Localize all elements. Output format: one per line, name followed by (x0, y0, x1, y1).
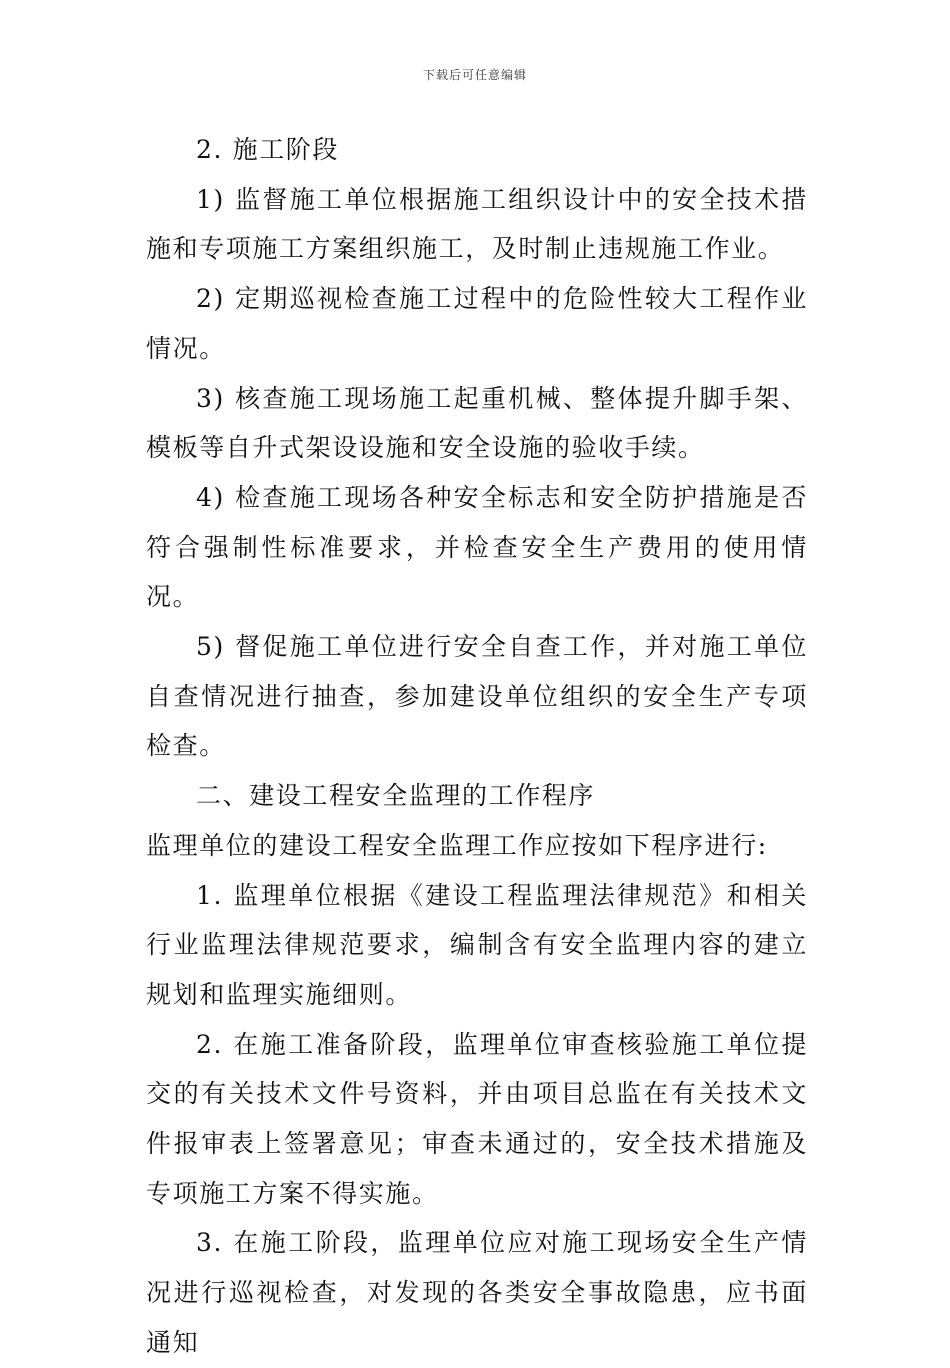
document-body (146, 125, 808, 1368)
paragraph-item-1: 1) 监督施工单位根据施工组织设计中的安全技术措施和专项施工方案组织施工，及时制止违规施工作业。 (146, 184, 808, 264)
paragraph-item-2: 2) 定期巡视检查施工过程中的危险性较大工程作业情况。 (146, 284, 808, 363)
paragraph-item-3: 3) 核查施工现场施工起重机械、整体提升脚手架、模板等自升式架设设施和安全设施的验收手续。 (146, 383, 808, 463)
paragraph-item-4: 4) 检查施工现场各种安全标志和安全防护措施是否符合强制性标准要求，并检查安全生产费用的使用情况。 (146, 482, 808, 612)
paragraph-item-5: 5) 督促施工单位进行安全自查工作，并对施工单位自查情况进行抽查，参加建设单位组织的安全生产专项检查。 (146, 632, 808, 761)
paragraph-procedure-1: 1. 监理单位根据《建设工程监理法律规范》和相关行业监理法律规范要求，编制含有安全监理内容的建立规划和监理实施细则。 (146, 880, 808, 1009)
paragraph-procedure-3: 3. 在施工阶段，监理单位应对施工现场安全生产情况进行巡视检查，对发现的各类安全事故隐患，应书面通知 (146, 1228, 808, 1357)
section-heading-procedure: 二、建设工程安全监理的工作程序 (196, 781, 596, 811)
paragraph-procedure-2: 2. 在施工准备阶段，监理单位审查核验施工单位提交的有关技术文件号资料，并由项目总监在有关技术文件报审表上签署意见；审查未通过的，安全技术措施及专项施工方案不得实施。 (146, 1029, 808, 1208)
header-note: 下载后可任意编辑 (422, 68, 527, 82)
section-heading-construction-stage: 2. 施工阶段 (196, 135, 339, 164)
paragraph-procedure-intro: 监理单位的建设工程安全监理工作应按如下程序进行: (146, 830, 768, 860)
